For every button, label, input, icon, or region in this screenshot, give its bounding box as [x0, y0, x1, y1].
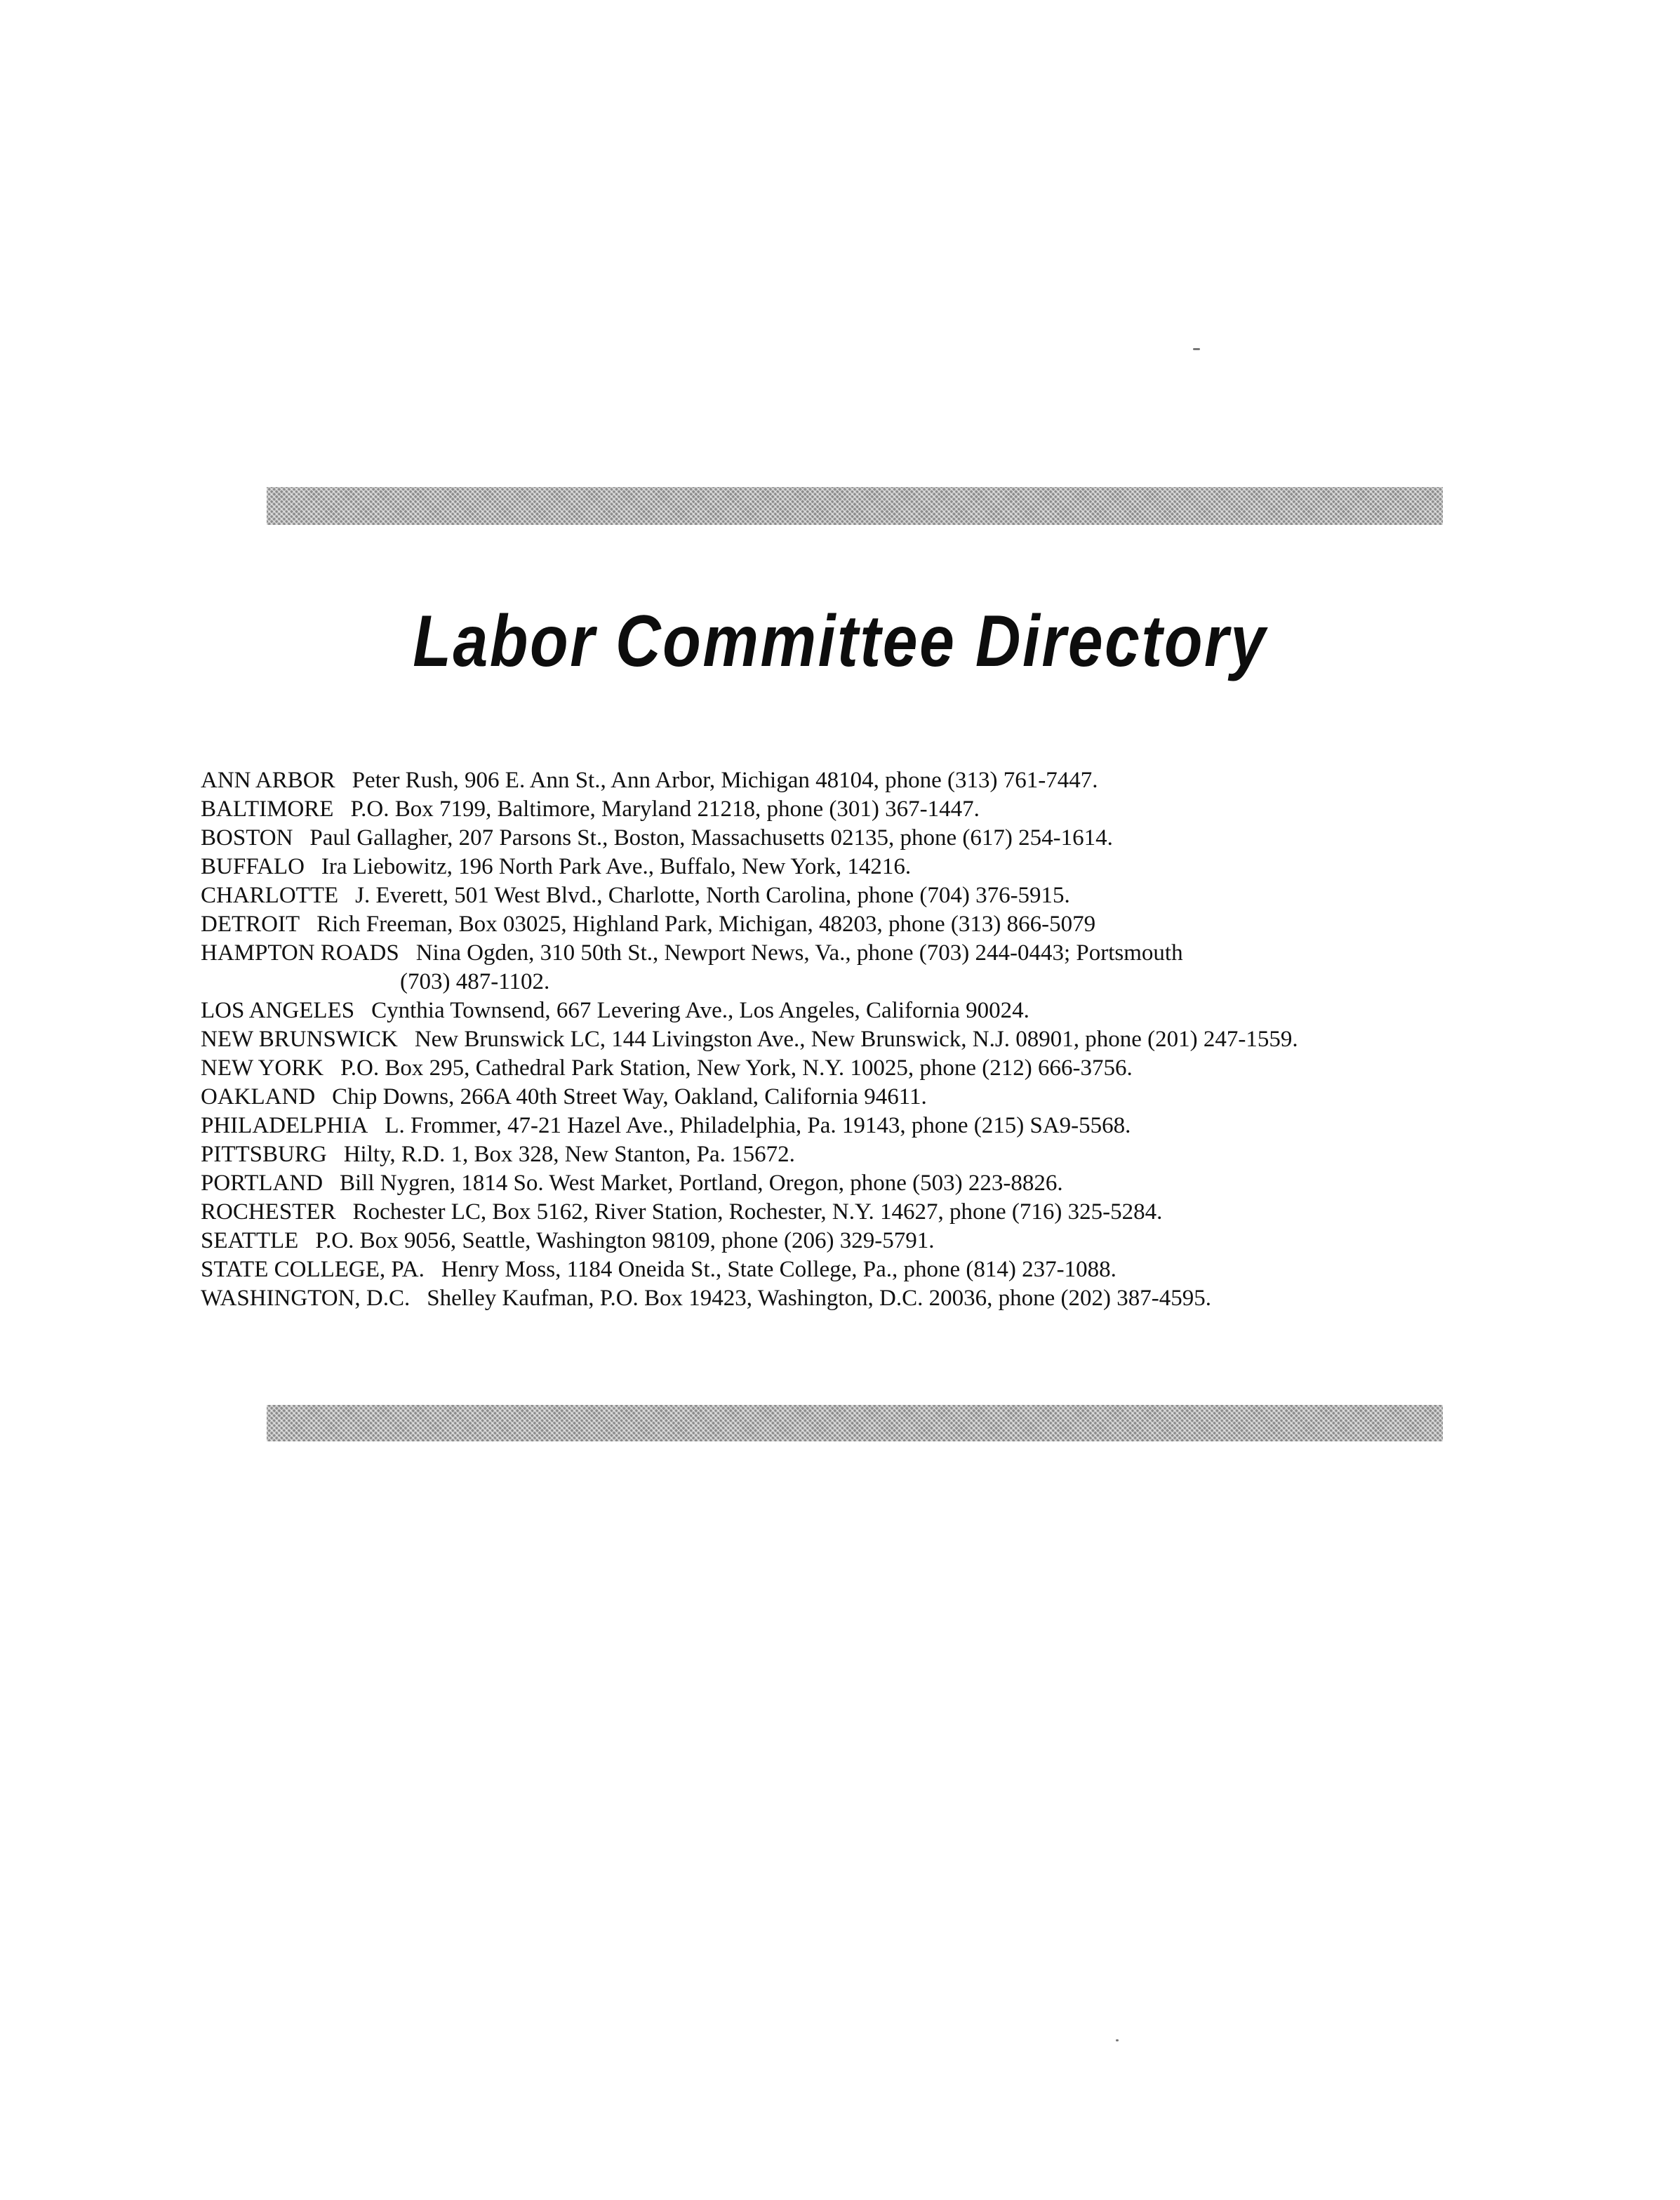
- entry-details: Cynthia Townsend, 667 Levering Ave., Los Angeles, California 90024.: [371, 998, 1029, 1023]
- entry-city: WASHINGTON, D.C.: [201, 1286, 411, 1311]
- entry-city: NEW YORK: [201, 1055, 324, 1081]
- directory-entry: [201, 1140, 1534, 1169]
- entry-details: Chip Downs, 266A 40th Street Way, Oakland, California 94611.: [332, 1084, 927, 1109]
- directory-entry: [201, 1198, 1534, 1227]
- directory-entry: [201, 996, 1534, 1025]
- directory-entry: [201, 824, 1534, 853]
- scan-speck: [1193, 348, 1200, 350]
- directory-list: [201, 766, 1534, 1313]
- directory-entry: [201, 939, 1534, 968]
- entry-details: New Brunswick LC, 144 Livingston Ave., New Brunswick, N.J. 08901, phone (201) 247-1559.: [414, 1027, 1298, 1052]
- directory-entry: [201, 853, 1534, 881]
- entry-details: Paul Gallagher, 207 Parsons St., Boston, Massachusetts 02135, phone (617) 254-1614.: [309, 825, 1113, 851]
- entry-details: Nina Ogden, 310 50th St., Newport News, Va., phone (703) 244-0443; Portsmouth: [415, 940, 1183, 966]
- entry-details: L. Frommer, 47-21 Hazel Ave., Philadelphia, Pa. 19143, phone (215) SA9-5568.: [385, 1113, 1131, 1138]
- entry-details: P.O. Box 7199, Baltimore, Maryland 21218, phone (301) 367-1447.: [350, 796, 980, 822]
- directory-entry: [201, 795, 1534, 824]
- directory-entry: [201, 766, 1534, 795]
- entry-city: SEATTLE: [201, 1228, 299, 1253]
- entry-city: OAKLAND: [201, 1084, 316, 1109]
- entry-city: BOSTON: [201, 825, 293, 851]
- entry-details: P.O. Box 9056, Seattle, Washington 98109, phone (206) 329-5791.: [315, 1228, 935, 1253]
- entry-details: Bill Nygren, 1814 So. West Market, Portland, Oregon, phone (503) 223-8826.: [340, 1171, 1063, 1196]
- entry-city: BALTIMORE: [201, 796, 334, 822]
- entry-continuation: (703) 487-1102.: [400, 969, 550, 994]
- entry-city: HAMPTON ROADS: [201, 940, 399, 966]
- scan-speck: [1116, 2039, 1119, 2041]
- directory-entry: [201, 1284, 1534, 1313]
- entry-city: STATE COLLEGE, PA.: [201, 1257, 425, 1282]
- entry-details: Rochester LC, Box 5162, River Station, Rochester, N.Y. 14627, phone (716) 325-5284.: [352, 1199, 1163, 1225]
- entry-details: P.O. Box 295, Cathedral Park Station, New York, N.Y. 10025, phone (212) 666-3756.: [340, 1055, 1133, 1081]
- directory-entry: [201, 881, 1534, 910]
- entry-details: Henry Moss, 1184 Oneida St., State College, Pa., phone (814) 237-1088.: [441, 1257, 1116, 1282]
- entry-city: CHARLOTTE: [201, 883, 339, 908]
- directory-entry: [201, 1169, 1534, 1198]
- entry-city: DETROIT: [201, 912, 300, 937]
- entry-details: Peter Rush, 906 E. Ann St., Ann Arbor, Michigan 48104, phone (313) 761-7447.: [352, 768, 1098, 793]
- entry-details: J. Everett, 501 West Blvd., Charlotte, North Carolina, phone (704) 376-5915.: [355, 883, 1070, 908]
- directory-entry: [201, 1083, 1534, 1112]
- entry-city: PITTSBURG: [201, 1142, 327, 1167]
- entry-details: Rich Freeman, Box 03025, Highland Park, Michigan, 48203, phone (313) 866-5079: [316, 912, 1096, 937]
- entry-details: Hilty, R.D. 1, Box 328, New Stanton, Pa. 15672.: [343, 1142, 795, 1167]
- entry-city: ROCHESTER: [201, 1199, 336, 1225]
- directory-entry: [201, 1227, 1534, 1255]
- entry-city: NEW BRUNSWICK: [201, 1027, 398, 1052]
- directory-entry: [201, 1025, 1534, 1054]
- bottom-halftone-band: [267, 1405, 1443, 1441]
- entry-city: PHILADELPHIA: [201, 1113, 368, 1138]
- directory-entry: [201, 1255, 1534, 1284]
- entry-city: LOS ANGELES: [201, 998, 355, 1023]
- entry-city: PORTLAND: [201, 1171, 324, 1196]
- entry-details: Shelley Kaufman, P.O. Box 19423, Washington, D.C. 20036, phone (202) 387-4595.: [427, 1286, 1211, 1311]
- entry-details: Ira Liebowitz, 196 North Park Ave., Buffalo, New York, 14216.: [321, 854, 912, 879]
- directory-entry: [201, 1054, 1534, 1083]
- directory-entry: [201, 910, 1534, 939]
- page-title: Labor Committee Directory: [413, 601, 1267, 682]
- entry-city: BUFFALO: [201, 854, 305, 879]
- entry-city: ANN ARBOR: [201, 768, 335, 793]
- top-halftone-band: [267, 487, 1443, 525]
- directory-entry: [201, 1112, 1534, 1140]
